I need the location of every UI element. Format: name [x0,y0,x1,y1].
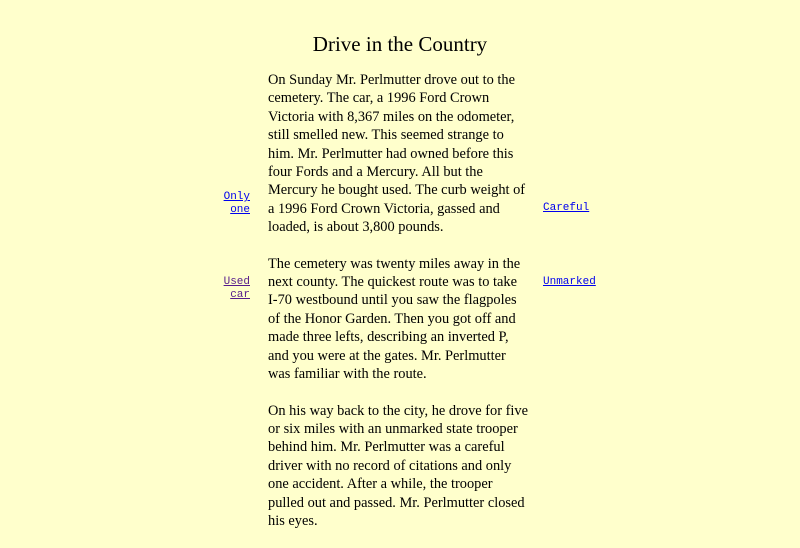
margin-link-unmarked-label: Unmarked [543,276,596,288]
margin-link-careful[interactable] [543,202,589,215]
margin-link-unmarked[interactable] [543,276,596,289]
margin-link-used-car-line1: Used [223,276,250,288]
margin-link-only-one-line1: Only [223,191,250,203]
paragraph-1: On Sunday Mr. Perlmutter drove out to the cemetery. The car, a 1996 Ford Crown Victoria with 8,367 miles on the odometer, still smelled new. This seemed strange to him. Mr. Perlmutter had owned before this four Fords and a Mercury. All but the Mercury he bought used. The curb weight of a 1996 Ford Crown Victoria, gassed and loaded, is about 3,800 pounds. [268,72,526,236]
margin-link-careful-label: Careful [543,202,590,214]
margin-link-used-car[interactable] [224,276,250,302]
margin-link-used-car-line2: car [230,289,250,301]
paragraph-3: On his way back to the city, he drove for five or six miles with an unmarked state trooper behind him. Mr. Perlmutter was a careful driver with no record of citations and only one accident. After a while, the trooper pulled out and passed. Mr. Perlmutter closed his eyes. [268,402,529,529]
margin-link-only-one[interactable] [224,191,250,217]
page-title: Drive in the Country [312,32,488,56]
story-body [268,71,530,548]
margin-link-only-one-line2: one [230,204,250,216]
paragraph-2: The cemetery was twenty miles away in the next county. The quickest route was to take I-70 westbound until you saw the flagpoles of the Honor Garden. Then you got off and made three lefts, describing an inverted P, and you were at the gates. Mr. Perlmutter was familiar with the route. [268,255,521,383]
